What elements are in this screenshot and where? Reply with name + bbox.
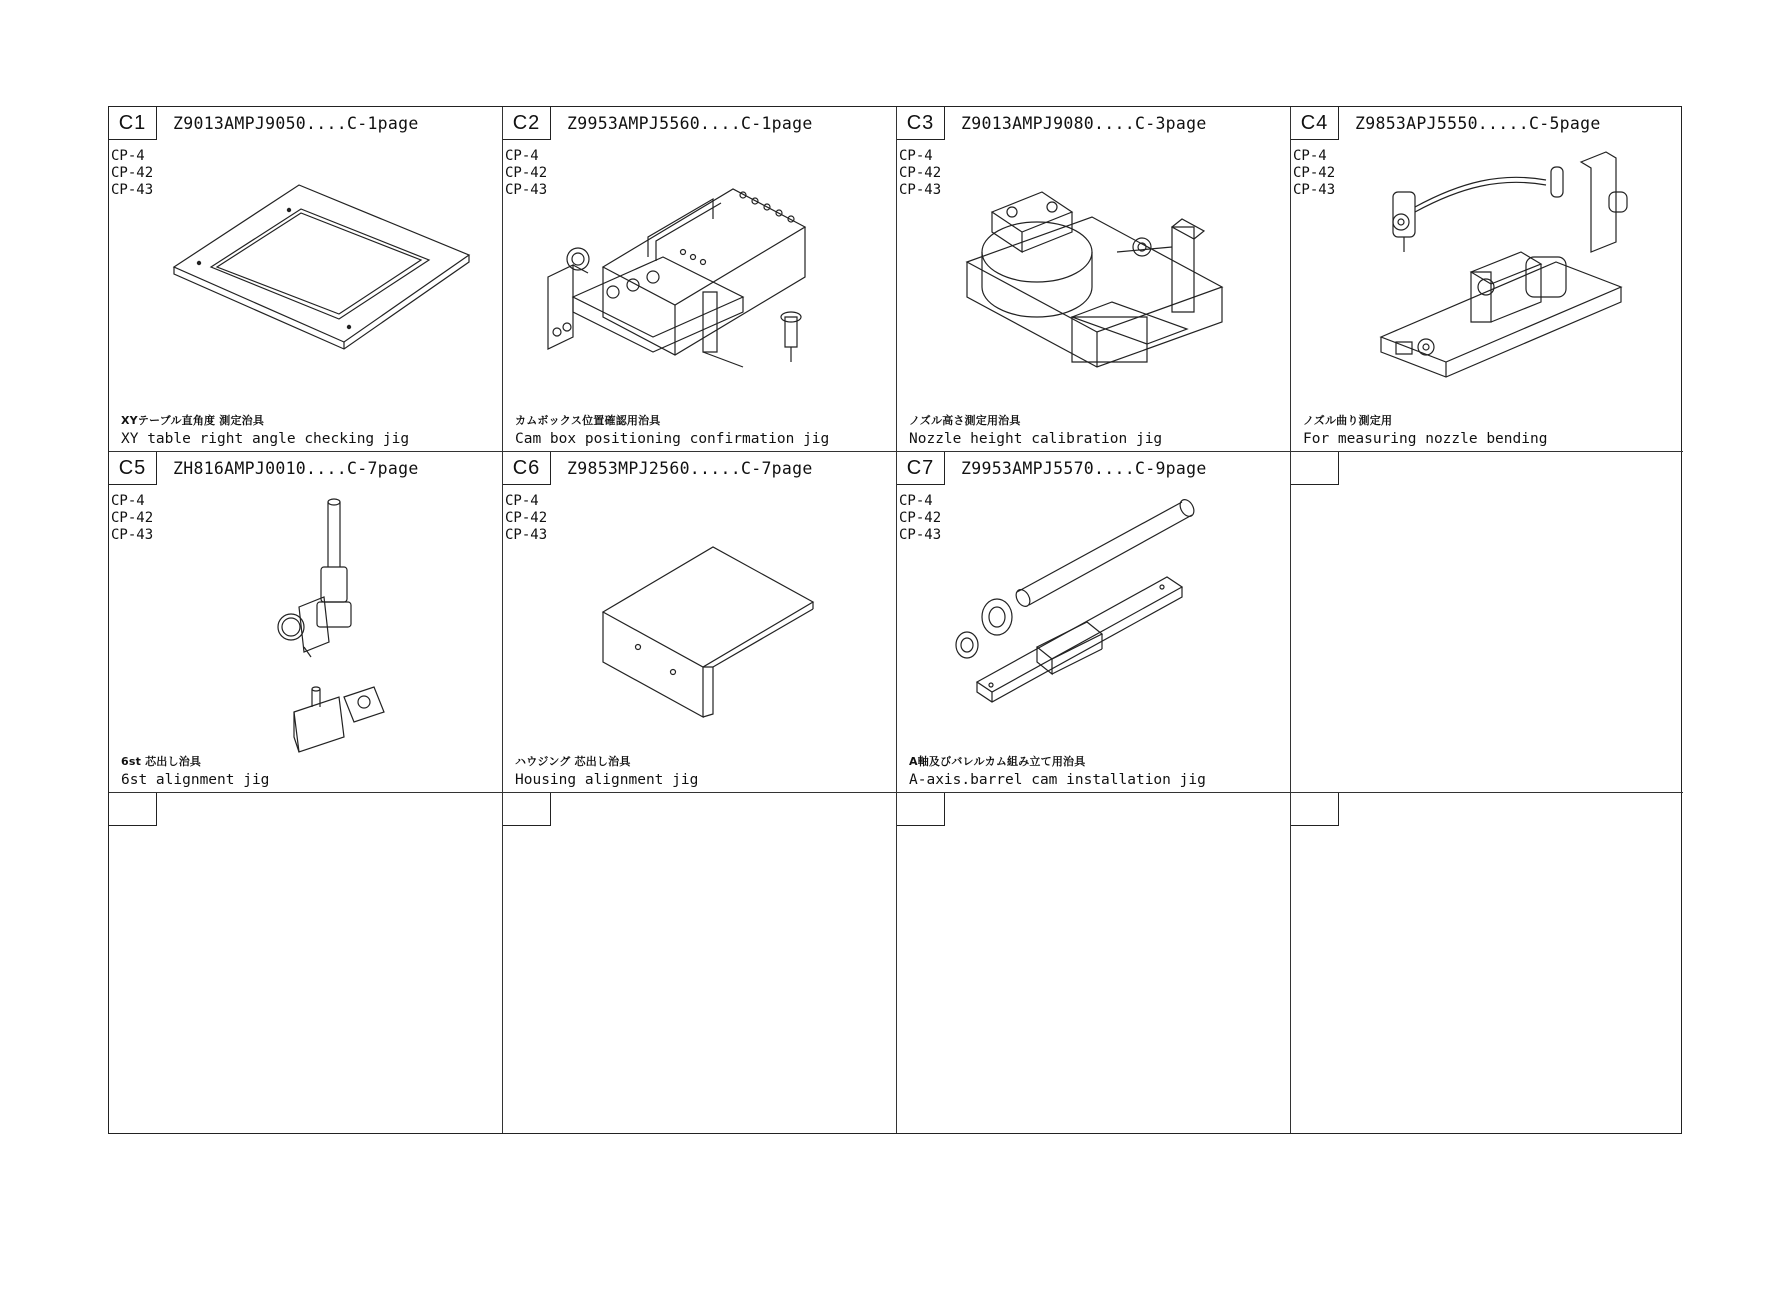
nozzle-bending-jig-drawing bbox=[1381, 152, 1661, 392]
cell-c5 bbox=[109, 452, 503, 793]
model-item: CP-4 bbox=[111, 493, 145, 509]
part-number: Z9953AMPJ5560....C-1page bbox=[567, 114, 813, 133]
tool-name-jp: 6st 芯出し治具 bbox=[121, 755, 202, 768]
model-item: CP-4 bbox=[899, 493, 933, 509]
barrel-cam-jig-drawing bbox=[937, 497, 1237, 727]
tool-name-jp: ハウジング 芯出し治具 bbox=[515, 755, 631, 768]
cell-tag: C4 bbox=[1291, 107, 1339, 140]
nozzle-height-jig-drawing bbox=[967, 157, 1267, 407]
tool-name-jp: ノズル高さ測定用治具 bbox=[909, 414, 1021, 427]
tool-name-jp: XYテーブル直角度 測定治具 bbox=[121, 414, 265, 427]
tool-name-en: Housing alignment jig bbox=[515, 772, 699, 788]
xy-table-jig-drawing bbox=[159, 177, 489, 377]
model-list bbox=[899, 493, 941, 544]
cell-tag: C1 bbox=[109, 107, 157, 140]
cell-tag-empty bbox=[897, 793, 945, 826]
model-item: CP-42 bbox=[899, 510, 942, 526]
cell-c2 bbox=[503, 107, 897, 452]
model-list bbox=[1293, 148, 1335, 199]
model-item: CP-42 bbox=[1293, 165, 1336, 181]
model-list bbox=[505, 493, 547, 544]
tool-name-en: XY table right angle checking jig bbox=[121, 431, 410, 447]
cell-empty bbox=[1291, 452, 1683, 793]
model-item: CP-42 bbox=[505, 510, 548, 526]
tool-name-en: 6st alignment jig bbox=[121, 772, 270, 788]
cell-tag: C6 bbox=[503, 452, 551, 485]
cell-empty bbox=[897, 793, 1291, 1133]
model-item: CP-43 bbox=[899, 182, 942, 198]
parts-index-sheet bbox=[108, 106, 1682, 1134]
tool-name-jp: A軸及びバレルカム組み立て用治具 bbox=[909, 755, 1086, 768]
model-item: CP-42 bbox=[505, 165, 548, 181]
model-item: CP-43 bbox=[1293, 182, 1336, 198]
cell-c7 bbox=[897, 452, 1291, 793]
cell-c3 bbox=[897, 107, 1291, 452]
model-item: CP-43 bbox=[899, 527, 942, 543]
model-item: CP-43 bbox=[111, 182, 154, 198]
model-item: CP-43 bbox=[505, 182, 548, 198]
model-list bbox=[111, 148, 153, 199]
model-item: CP-42 bbox=[111, 165, 154, 181]
model-item: CP-42 bbox=[111, 510, 154, 526]
part-number: Z9013AMPJ9080....C-3page bbox=[961, 114, 1207, 133]
cell-tag-empty bbox=[503, 793, 551, 826]
model-item: CP-43 bbox=[505, 527, 548, 543]
cell-c4 bbox=[1291, 107, 1683, 452]
cell-tag-empty bbox=[109, 793, 157, 826]
tool-name-en: Cam box positioning confirmation jig bbox=[515, 431, 830, 447]
part-number: Z9013AMPJ9050....C-1page bbox=[173, 114, 419, 133]
housing-alignment-jig-drawing bbox=[603, 547, 823, 722]
cell-c1 bbox=[109, 107, 503, 452]
model-list bbox=[111, 493, 153, 544]
model-list bbox=[505, 148, 547, 199]
model-item: CP-4 bbox=[505, 148, 539, 164]
cell-tag: C3 bbox=[897, 107, 945, 140]
cell-empty bbox=[1291, 793, 1683, 1133]
cell-tag: C5 bbox=[109, 452, 157, 485]
cell-tag-empty bbox=[1291, 452, 1339, 485]
cell-tag-empty bbox=[1291, 793, 1339, 826]
6st-alignment-jig-drawing bbox=[249, 497, 429, 737]
cam-box-jig-drawing bbox=[543, 167, 873, 407]
tool-name-en: For measuring nozzle bending bbox=[1303, 431, 1548, 447]
part-number: Z9953AMPJ5570....C-9page bbox=[961, 459, 1207, 478]
model-item: CP-4 bbox=[505, 493, 539, 509]
model-item: CP-43 bbox=[111, 527, 154, 543]
model-item: CP-4 bbox=[1293, 148, 1327, 164]
cell-tag: C7 bbox=[897, 452, 945, 485]
cell-empty bbox=[503, 793, 897, 1133]
cell-empty bbox=[109, 793, 503, 1133]
part-number: Z9853APJ5550.....C-5page bbox=[1355, 114, 1601, 133]
model-item: CP-4 bbox=[111, 148, 145, 164]
model-item: CP-42 bbox=[899, 165, 942, 181]
model-list bbox=[899, 148, 941, 199]
cell-tag: C2 bbox=[503, 107, 551, 140]
model-item: CP-4 bbox=[899, 148, 933, 164]
part-number: Z9853MPJ2560.....C-7page bbox=[567, 459, 813, 478]
tool-name-en: A-axis.barrel cam installation jig bbox=[909, 772, 1206, 788]
cell-c6 bbox=[503, 452, 897, 793]
tool-name-jp: ノズル曲り測定用 bbox=[1303, 414, 1393, 427]
tool-name-jp: カムボックス位置確認用治具 bbox=[515, 414, 661, 427]
tool-name-en: Nozzle height calibration jig bbox=[909, 431, 1163, 447]
part-number: ZH816AMPJ0010....C-7page bbox=[173, 459, 419, 478]
